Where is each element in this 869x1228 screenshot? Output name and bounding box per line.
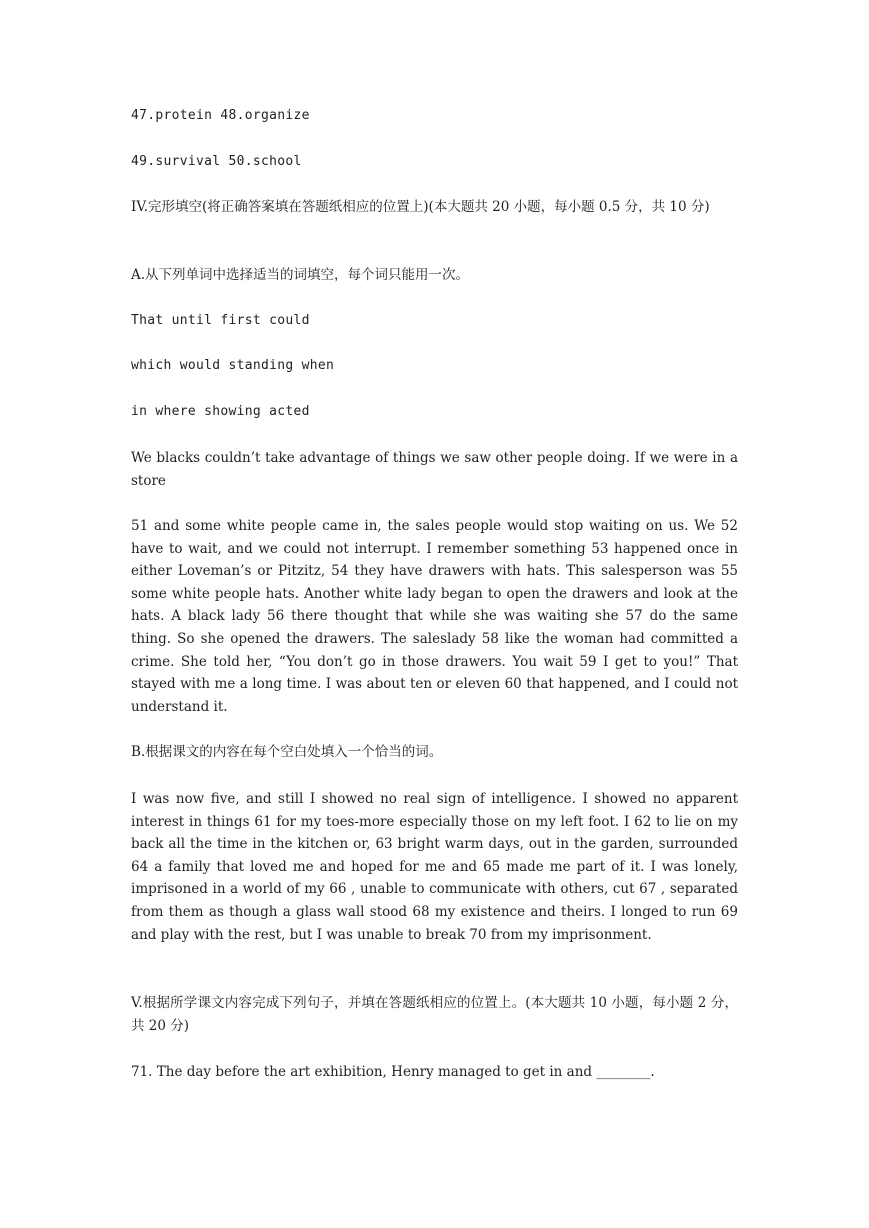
part-b-instruction: B.根据课文的内容在每个空白处填入一个恰当的词。	[131, 744, 443, 760]
word-bank-row-1: That until first could	[131, 313, 310, 328]
section-4-heading: IV.完形填空(将正确答案填在答题纸相应的位置上)(本大题共 20 小题，每小题 0.5 分，共 10 分)	[131, 199, 710, 215]
part-a-passage: 51 and some white people came in, the sales people would stop waiting on us. We 52 have to wait, and we could not interrupt. I remember something 53 happened once in either Loveman’s or Pitzitz, 54 they have drawers with hats. This salesperson was 55 some white people hats. Another white lady began to open the drawers and look at the hats. A black lady 56 there thought that while she was waiting she 57 do the same thing. So she opened the drawers. The saleslady 58 like the woman had committed a crime. She told her, “You don’t go in those drawers. You wait 59 I get to you!” That stayed with me a long time. I was about ten or eleven 60 that happened, and I could not understand it.	[131, 518, 738, 715]
question-71: 71. The day before the art exhibition, Henry managed to get in and ________.	[131, 1064, 655, 1080]
part-a-instruction: A.从下列单词中选择适当的词填空，每个词只能用一次。	[131, 267, 470, 283]
word-bank-row-3: in where showing acted	[131, 404, 310, 419]
answer-line-49-50: 49.survival 50.school	[131, 154, 302, 169]
part-b-passage: I was now five, and still I showed no real sign of intelligence. I showed no apparent interest in things 61 for my toes-more especially those on my left foot. I 62 to lie on my back all the time in the kitchen or, 63 bright warm days, out in the garden, surrounded 64 a family that loved me and hoped for me and 65 made me part of it. I was lonely, imprisoned in a world of my 66 , unable to communicate with others, cut 67 , separated from them as though a glass wall stood 68 my existence and theirs. I longed to run 69 and play with the rest, but I was unable to break 70 from my imprisonment.	[131, 791, 738, 943]
section-5-heading: V.根据所学课文内容完成下列句子，并填在答题纸相应的位置上。(本大题共 10 小题，每小题 2 分，共 20 分)	[131, 995, 738, 1034]
part-a-intro: We blacks couldn’t take advantage of things we saw other people doing. If we were in a store	[131, 450, 738, 489]
answer-line-47-48: 47.protein 48.organize	[131, 108, 310, 123]
word-bank-row-2: which would standing when	[131, 358, 335, 373]
